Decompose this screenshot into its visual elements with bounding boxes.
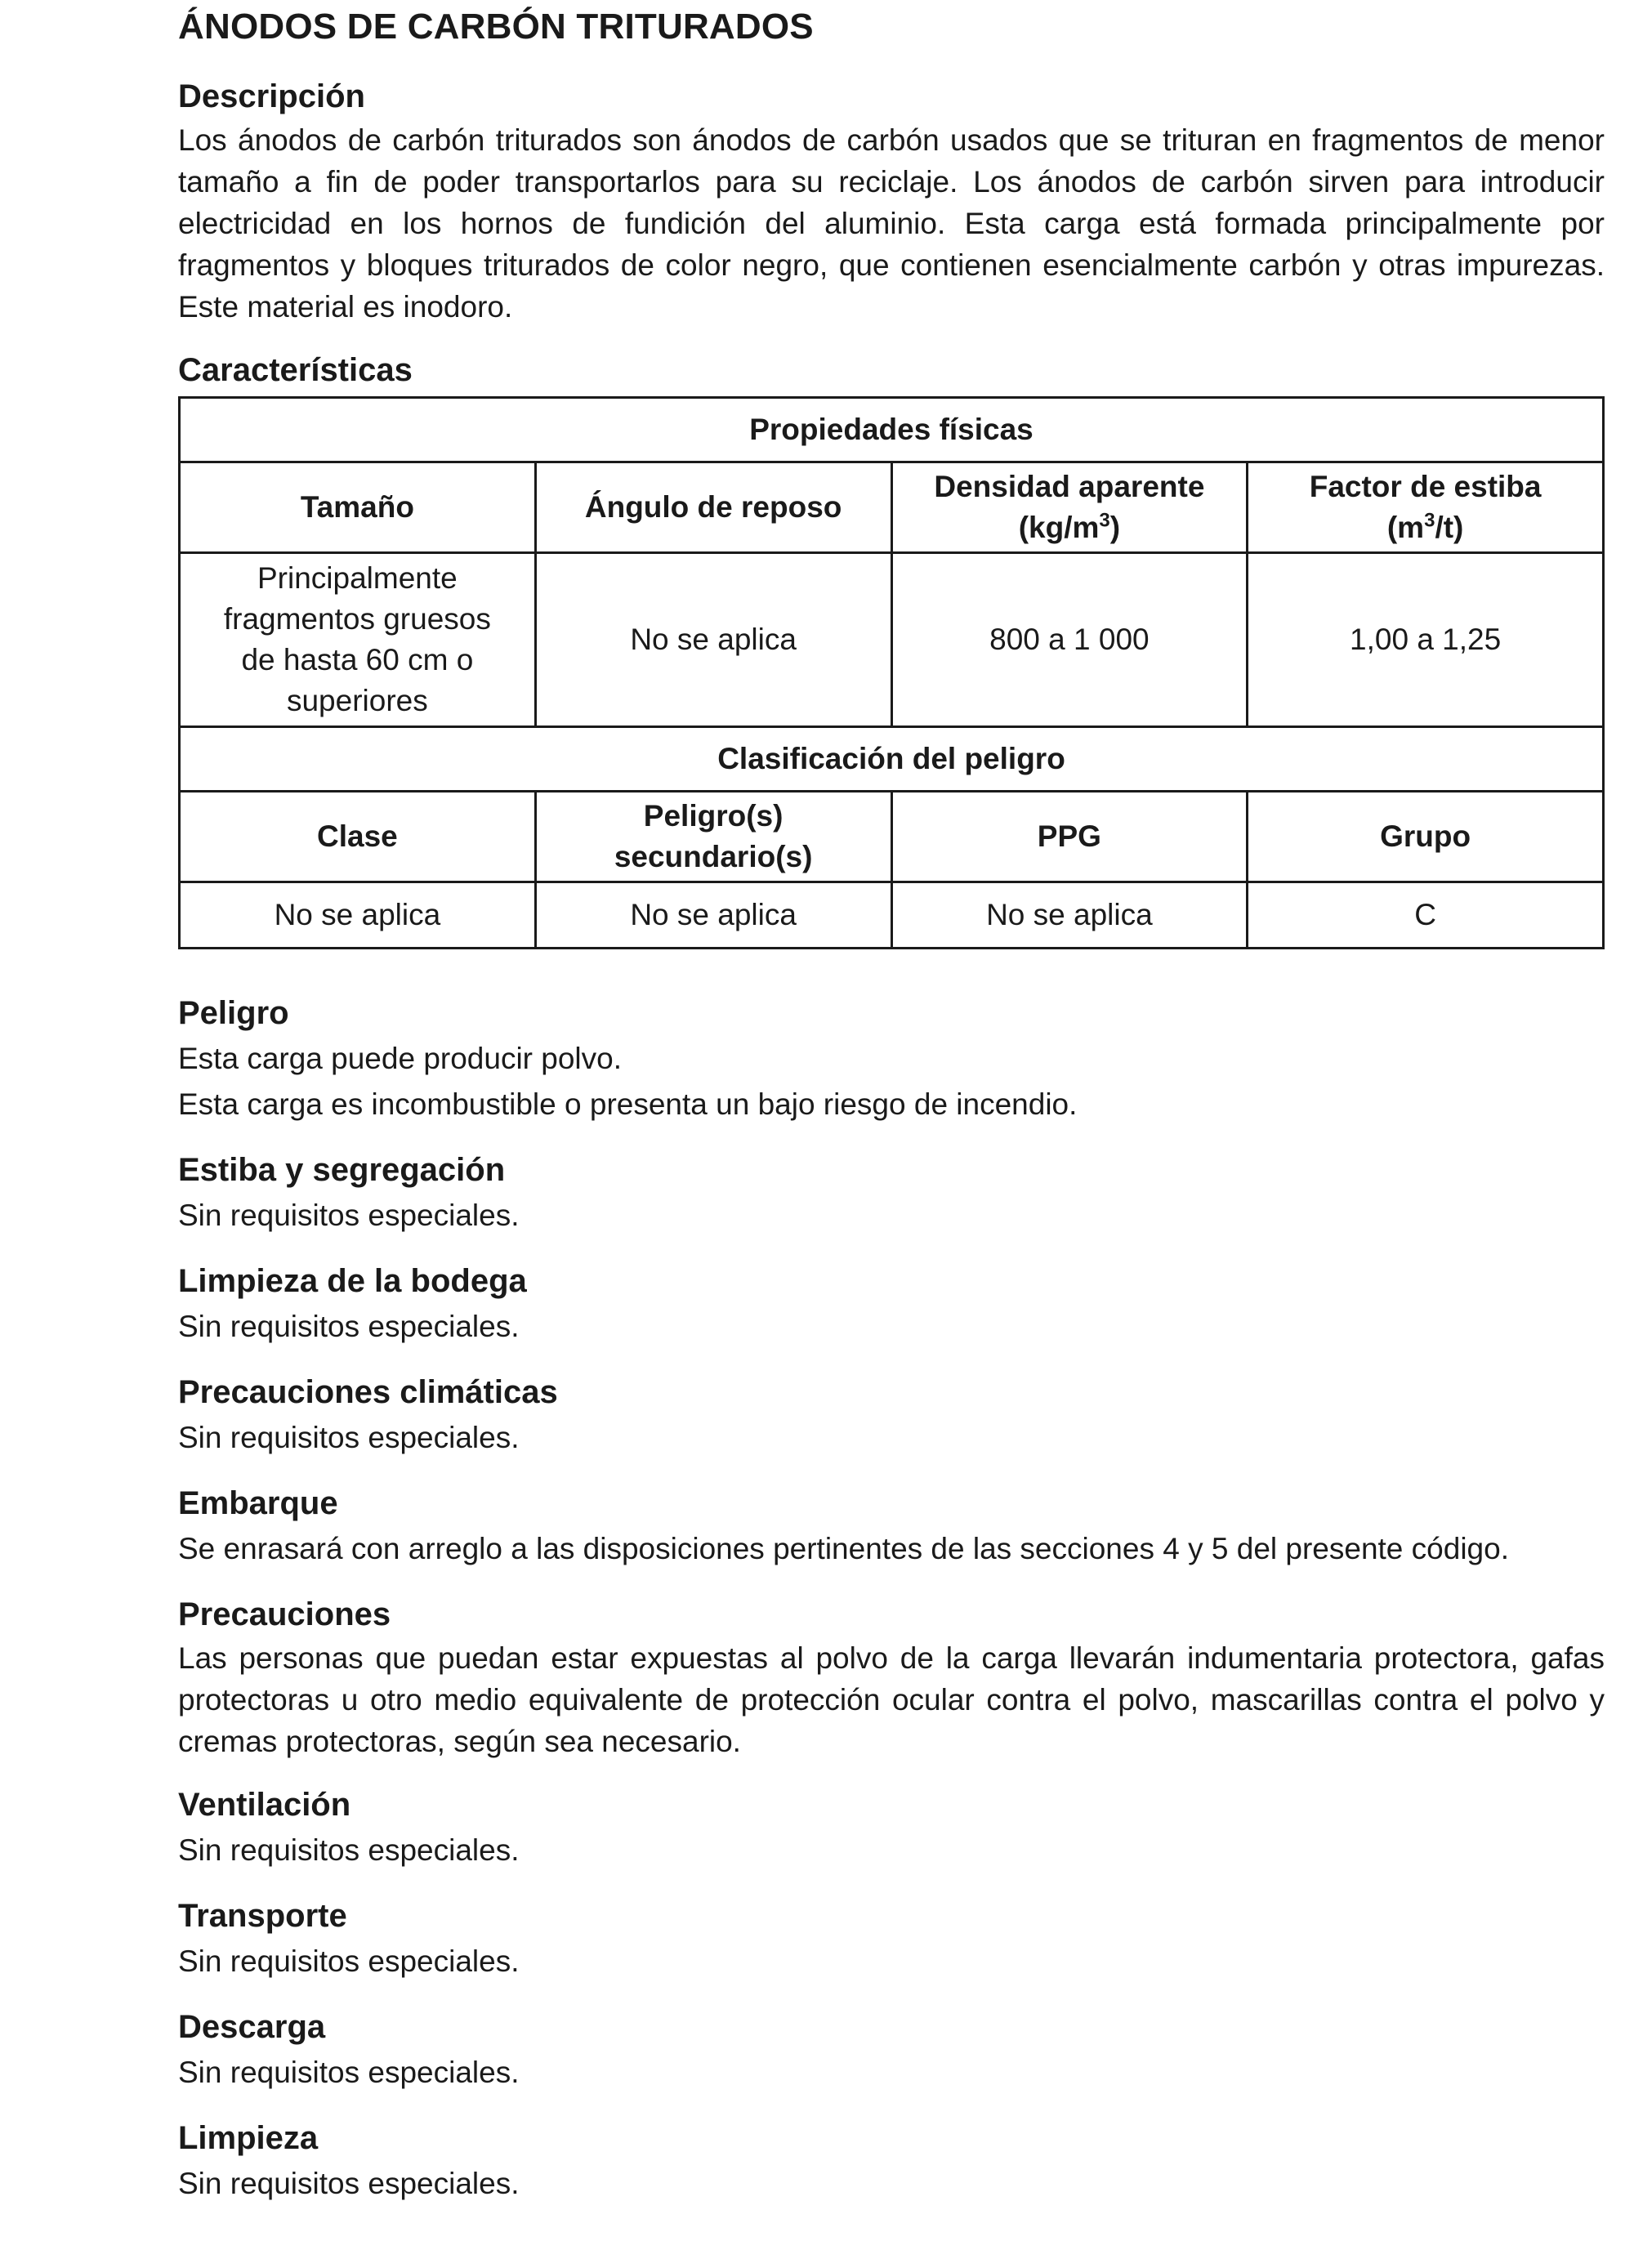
col-header-densidad xyxy=(891,462,1248,553)
col-header-ppg: PPG xyxy=(891,792,1248,882)
col-header-factor xyxy=(1248,462,1604,553)
section-heading: Precauciones xyxy=(178,1596,391,1632)
section-heading: Estiba y segregación xyxy=(178,1152,506,1188)
section-transporte xyxy=(178,1893,1605,1984)
section-heading: Descarga xyxy=(178,2009,326,2045)
description-text: Los ánodos de carbón triturados son ánodos de carbón usados que se trituran en fragmentos de menor tamaño a fin de poder transportarlos para su reciclaje. Los ánodos de carbón sirven para introducir electricidad en los hornos de fundición del aluminio. Esta carga está formada principalmente por fragmentos y bloques triturados de color negro, que contienen esencialmente carbón y otras impurezas. Este material es inodoro. xyxy=(178,123,1605,324)
section-text: Sin requisitos especiales. xyxy=(178,1199,520,1232)
col-header-secundario: Peligro(s) secundario(s) xyxy=(535,792,891,882)
section-text: Sin requisitos especiales. xyxy=(178,2167,520,2200)
cell-angulo: No se aplica xyxy=(535,553,891,727)
section-text: Se enrasará con arreglo a las disposiciones pertinentes de las secciones 4 y 5 del presente código. xyxy=(178,1532,1509,1565)
col-header-angulo: Ángulo de reposo xyxy=(535,462,891,553)
cell-clase: No se aplica xyxy=(180,882,536,949)
section-limpieza-bodega xyxy=(178,1258,1605,1350)
densidad-label: Densidad aparente xyxy=(934,470,1205,503)
section-text: Sin requisitos especiales. xyxy=(178,2056,520,2089)
section-heading: Ventilación xyxy=(178,1787,351,1823)
section-heading: Peligro xyxy=(178,995,289,1031)
section-heading: Limpieza de la bodega xyxy=(178,1263,527,1299)
factor-unit: $(m^3/t)$ xyxy=(1386,509,1464,544)
section-text: Esta carga puede producir polvo. xyxy=(178,1042,623,1075)
factor-label: Factor de estiba xyxy=(1309,470,1542,503)
section-estiba xyxy=(178,1147,1605,1239)
section-heading: Precauciones climáticas xyxy=(178,1374,558,1410)
section-text: Sin requisitos especiales. xyxy=(178,1421,520,1454)
col-header-grupo: Grupo xyxy=(1248,792,1604,882)
section-heading: Descripción xyxy=(178,78,365,114)
cell-secundario: No se aplica xyxy=(535,882,891,949)
densidad-unit: $(kg/m^3)$ xyxy=(1018,509,1121,544)
section-embarque xyxy=(178,1480,1605,1572)
section-text: Sin requisitos especiales. xyxy=(178,1310,520,1343)
physical-properties-header: Propiedades físicas xyxy=(180,398,1604,462)
col-header-tamano: Tamaño xyxy=(180,462,536,553)
section-limpieza xyxy=(178,2115,1605,2207)
hazard-classification-header: Clasificación del peligro xyxy=(180,727,1604,792)
section-text: Sin requisitos especiales. xyxy=(178,1833,520,1867)
cell-grupo: C xyxy=(1248,882,1604,949)
cell-tamano: Principalmente fragmentos gruesos de hasta 60 cm o superiores xyxy=(180,553,536,727)
section-descripcion xyxy=(178,74,1605,328)
section-caracteristicas xyxy=(178,347,1605,949)
section-heading: Transporte xyxy=(178,1898,347,1934)
col-header-clase: Clase xyxy=(180,792,536,882)
characteristics-table xyxy=(178,396,1605,949)
section-text: Sin requisitos especiales. xyxy=(178,1944,520,1978)
section-heading: Embarque xyxy=(178,1485,338,1521)
cell-densidad: 800 a 1 000 xyxy=(891,553,1248,727)
cell-factor: 1,00 a 1,25 xyxy=(1248,553,1604,727)
document-title: ÁNODOS DE CARBÓN TRITURADOS xyxy=(178,7,814,47)
cell-ppg: No se aplica xyxy=(891,882,1248,949)
section-heading: Limpieza xyxy=(178,2120,319,2156)
section-heading: Características xyxy=(178,352,413,388)
section-climaticas xyxy=(178,1369,1605,1461)
section-peligro xyxy=(178,990,1605,1127)
section-descarga xyxy=(178,2004,1605,2096)
section-text: Esta carga es incombustible o presenta un bajo riesgo de incendio. xyxy=(178,1087,1078,1121)
document-page xyxy=(178,0,1605,2207)
section-text: Las personas que puedan estar expuestas al polvo de la carga llevarán indumentaria protectora, gafas protectoras u otro medio equivalente de protección ocular contra el polvo, mascarillas contra el polvo y cremas protectoras, según sea necesario. xyxy=(178,1641,1605,1758)
section-ventilacion xyxy=(178,1782,1605,1873)
section-precauciones xyxy=(178,1592,1605,1762)
